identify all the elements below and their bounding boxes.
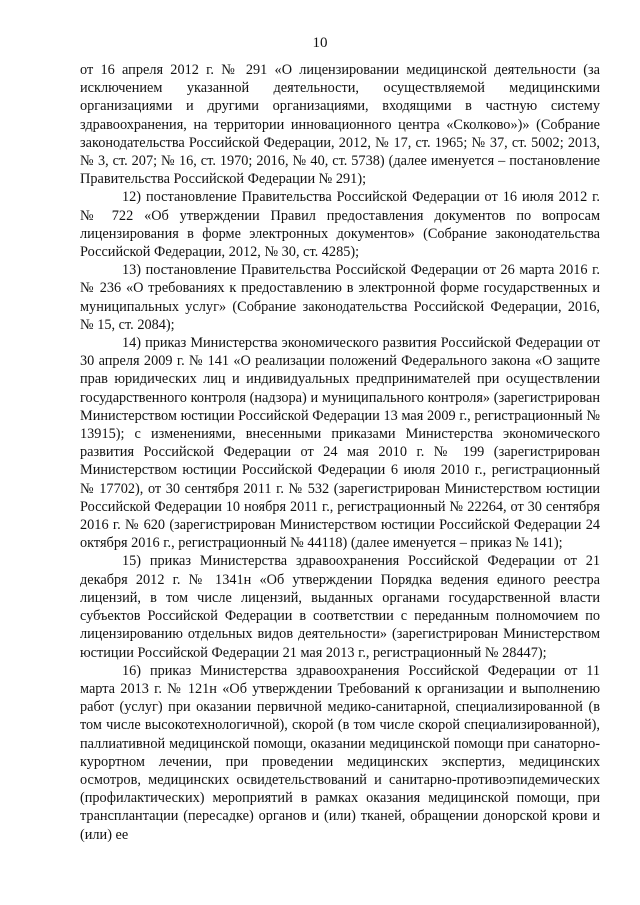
paragraph-continuation: от 16 апреля 2012 г. № 291 «О лицензировании медицинской деятельности (за исключением указанной деятельности, осуществляемой медицинскими организациями и другими организациями, входящими в частную систему здравоохранения, на территории инновационного центра «Сколково»)» (Собрание законодательства Российской Федерации, 2012, № 17, ст. 1965; № 37, ст. 5002; 2013, № 3, ст. 207; № 16, ст. 1970; 2016, № 40, ст. 5738) (далее именуется – постановление Правительства Российской Федерации № 291); [80, 62, 600, 188]
list-item-14: 14) приказ Министерства экономического развития Российской Федерации от 30 апреля 2009 г. № 141 «О реализации положений Федерального закона «О защите прав юридических лиц и индивидуальных предпринимателей при осуществлении государственного контроля (надзора) и муниципального контроля» (зарегистрирован Министерством юстиции Российской Федерации 13 мая 2009 г., регистрационный № 13915); с изменениями, внесенными приказами Министерства экономического развития Российской Федерации от 24 мая 2010 г. № 199 (зарегистрирован Министерством юстиции Российской Федерации 6 июля 2010 г., регистрационный № 17702), от 30 сентября 2011 г. № 532 (зарегистрирован Министерством юстиции Российской Федерации 10 ноября 2011 г., регистрационный № 22264, от 30 сентября 2016 г. № 620 (зарегистрирован Министерством юстиции Российской Федерации 24 октября 2016 г., регистрационный № 44118) (далее именуется – приказ № 141); [80, 335, 600, 552]
page-number: 10 [312, 35, 328, 51]
list-item-16: 16) приказ Министерства здравоохранения Российской Федерации от 11 марта 2013 г. № 121н «Об утверждении Требований к организации и выполнению работ (услуг) при оказании первичной медико-санитарной, специализированной (в том числе высокотехнологичной), скорой (в том числе скорой специализированной), паллиативной медицинской помощи, оказании медицинской помощи при санаторно-курортном лечении, при проведении медицинских экспертиз, медицинских осмотров, медицинских освидетельствований и санитарно-противоэпидемических (профилактических) мероприятий в рамках оказания медицинской помощи, при трансплантации (пересадке) органов и (или) тканей, обращении донорской крови и (или) ее [80, 662, 600, 843]
list-item-15: 15) приказ Министерства здравоохранения Российской Федерации от 21 декабря 2012 г. № 1341н «Об утверждении Порядка ведения единого реестра лицензий, в том числе лицензий, выданных органами государственной власти субъектов Российской Федерации в соответствии с переданным полномочием по лицензированию отдельных видов деятельности» (зарегистрирован Министерством юстиции Российской Федерации 21 мая 2013 г., регистрационный № 28447); [80, 553, 600, 661]
document-body [80, 61, 600, 844]
list-item-13: 13) постановление Правительства Российской Федерации от 26 марта 2016 г. № 236 «О требованиях к предоставлению в электронной форме государственных и муниципальных услуг» (Собрание законодательства Российской Федерации, 2016, № 15, ст. 2084); [80, 262, 600, 333]
list-item-12: 12) постановление Правительства Российской Федерации от 16 июля 2012 г. № 722 «Об утверждении Правил предоставления документов по вопросам лицензирования в форме электронных документов» (Собрание законодательства Российской Федерации, 2012, № 30, ст. 4285); [80, 189, 600, 261]
